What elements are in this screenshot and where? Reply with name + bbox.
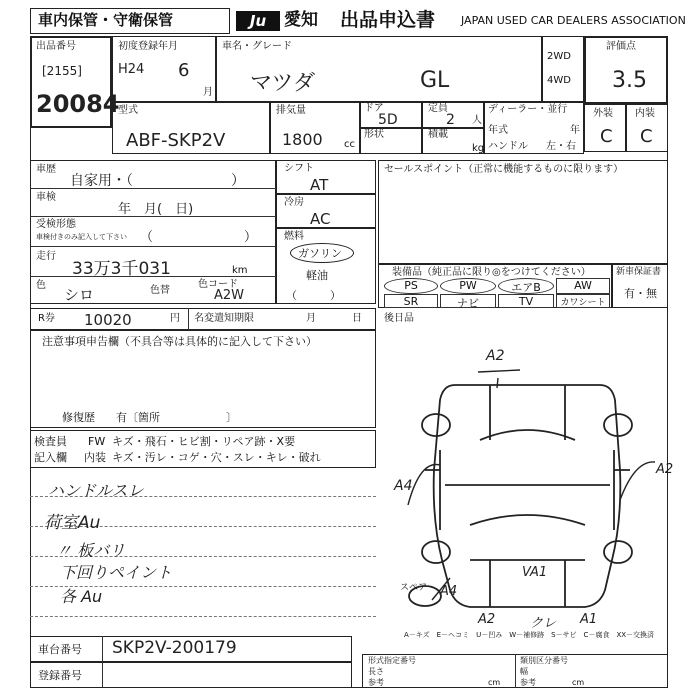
cert-label-1: 形式指定番号: [368, 656, 416, 665]
drive-4wd: 4WD: [547, 75, 571, 86]
rear-day-label: 後日品: [384, 313, 414, 324]
damage-mark: A1: [580, 612, 598, 627]
cert-ref-1: 参考: [368, 678, 384, 687]
handwritten-note: 下回りペイント: [60, 563, 173, 582]
reg-month-unit: 月: [203, 87, 213, 98]
history-value: 自家用・（ ）: [70, 173, 245, 189]
inspector-row1-tag: FW: [88, 435, 106, 448]
insurance-value: 有・無: [624, 287, 657, 300]
lot-number: 20084: [36, 90, 120, 118]
insurance-label: 新車保証書: [616, 267, 662, 277]
score-int: C: [640, 126, 653, 147]
regno-label: 登録番号: [38, 669, 82, 682]
cert-label-2: 長さ: [368, 667, 384, 676]
cap-unit: 人: [472, 115, 482, 126]
damage-mark: A4: [394, 478, 413, 494]
equip-item: PW: [440, 278, 496, 294]
type-label: 型式: [118, 105, 138, 116]
handle-value: 左・右: [546, 141, 576, 152]
sales-label: セールスポイント（正常に機能するものに限ります）: [384, 164, 624, 175]
cap-value: 2: [446, 112, 455, 128]
mileage-value: 33万3千031: [72, 259, 171, 279]
inspector-row2: キズ・汚レ・コゲ・穴・スレ・キレ・破れ: [112, 451, 321, 464]
score-ext: C: [600, 126, 613, 147]
notes-label: 注意事項申告欄（不具合等は具体的に記入して下さい）: [42, 335, 317, 348]
damage-mark: A2: [486, 348, 505, 364]
damage-mark: VA1: [522, 565, 548, 580]
cert-label-4: 幅: [520, 667, 528, 676]
disp-unit: cc: [344, 139, 355, 150]
damage-mark: クレ: [530, 616, 557, 631]
drive-2wd: 2WD: [547, 51, 571, 62]
disp-value: 1800: [282, 130, 323, 149]
equip-item: ナビ: [440, 294, 496, 308]
ju-logo: Ju: [236, 11, 280, 31]
recycle-month: 月: [306, 313, 316, 324]
disp-label: 排気量: [276, 105, 306, 116]
type-value: ABF-SKP2V: [126, 130, 226, 151]
damage-mark: A2: [656, 462, 674, 477]
shift-label: シフト: [284, 163, 314, 174]
load-label: 積載: [428, 129, 448, 140]
recycle-day: 日: [352, 313, 362, 324]
recycle-unit: 円: [170, 313, 180, 324]
color-code-label: 色コード: [198, 279, 238, 290]
year-unit: 年: [570, 125, 580, 136]
handwritten-note: 荷室Au: [44, 513, 101, 533]
handwritten-note: 〃 板バリ: [56, 541, 126, 560]
score-label: 評価点: [606, 41, 636, 52]
door-value: 5D: [378, 112, 398, 128]
shift-value: AT: [310, 176, 329, 194]
cert-label-3: 類別区分番号: [520, 656, 568, 665]
damage-legend: A－キズ E－ヘコミ U－凹み W－補修跡 S－サビ C－腐食 XX－交換済: [404, 631, 655, 639]
mileage-unit: km: [232, 265, 248, 276]
dealer-label: ディーラー・並行: [488, 104, 568, 115]
repair-label: 修復歴: [62, 411, 95, 424]
cap-label: 定員: [428, 103, 448, 114]
chassis-value: SKP2V-200179: [112, 638, 237, 658]
divider: [515, 654, 516, 688]
chassis-label: 車台番号: [38, 643, 82, 656]
lot-sub: [2155]: [42, 64, 82, 78]
score-value: 3.5: [612, 68, 647, 93]
recycle-label: R券: [38, 313, 55, 324]
fuel-gas: ガソリン: [298, 247, 342, 260]
reg-month: 6: [178, 60, 190, 81]
damage-mark: A2: [478, 612, 496, 627]
spare-label: スペア: [400, 583, 428, 593]
fuel-label: 燃料: [284, 231, 304, 242]
model-label: 車名・グレード: [222, 41, 292, 52]
equip-item: AW: [556, 278, 610, 294]
shaken-label: 車検: [36, 192, 56, 203]
inspector-label-1: 検査員: [34, 435, 67, 448]
cert-ref-2: 参考: [520, 678, 536, 687]
equip-item: SR: [384, 294, 438, 308]
history-label: 車歴: [36, 164, 56, 175]
ac-label: 冷房: [284, 197, 304, 208]
door-label: ドア: [364, 103, 384, 114]
fuel-diesel: 軽油: [306, 269, 328, 282]
score-ext-label: 外装: [593, 108, 613, 119]
cert-cm-1: cm: [488, 678, 501, 687]
model-grade: GL: [420, 68, 450, 93]
inspector-label-2: 記入欄: [34, 451, 67, 464]
color-value: シロ: [64, 286, 95, 304]
score-int-label: 内装: [635, 108, 655, 119]
lot-label: 出品番号: [36, 41, 76, 52]
fuel-other: （ ）: [286, 289, 341, 302]
reg-label: 初度登録年月: [118, 41, 178, 52]
mileage-label: 走行: [36, 251, 56, 262]
receive-note: 車検付きのみ記入して下さい: [36, 233, 127, 241]
cert-cm-2: cm: [572, 678, 585, 687]
association-name: 愛知: [284, 10, 318, 30]
equip-item: カワシート: [556, 294, 610, 308]
handle-label: ハンドル: [488, 141, 528, 152]
model-name: マツダ: [250, 71, 316, 96]
equip-item: エアB: [498, 278, 554, 294]
form-title: 出品申込書: [340, 9, 436, 31]
load-unit: kg: [472, 143, 485, 154]
recycle-value: 10020: [84, 311, 132, 329]
receive-label: 受検形態: [36, 219, 76, 230]
color-code-value: A2W: [214, 288, 245, 303]
equip-item: TV: [498, 294, 554, 308]
equip-item: PS: [384, 278, 438, 294]
year-label: 年式: [488, 125, 508, 136]
ac-value: AC: [310, 210, 331, 228]
color-label: 色: [36, 280, 46, 291]
shaken-value: 年 月( 日): [118, 202, 194, 217]
shape-label: 形状: [364, 129, 384, 140]
equip-label: 装備品（純正品に限り◎をつけてください）: [392, 267, 591, 278]
storage-label: 車内保管・守衛保管: [38, 11, 174, 29]
inspector-row1: キズ・飛石・ヒビ割・リペア跡・X要: [112, 435, 296, 448]
repair-value: 有〔箇所 〕: [116, 411, 237, 424]
inspector-row2-tag: 内装: [84, 451, 106, 464]
recycle-date-label: 名変遣知期限: [194, 313, 254, 324]
handwritten-note: ハンドルスレ: [48, 481, 144, 500]
association-english: JAPAN USED CAR DEALERS ASSOCIATION: [461, 14, 686, 27]
damage-mark: A4: [440, 584, 458, 599]
receive-value: （ ）: [140, 230, 258, 245]
handwritten-note: 各 Au: [60, 587, 103, 606]
color-change-label: 色替: [150, 285, 170, 296]
reg-year: H24: [118, 62, 145, 77]
